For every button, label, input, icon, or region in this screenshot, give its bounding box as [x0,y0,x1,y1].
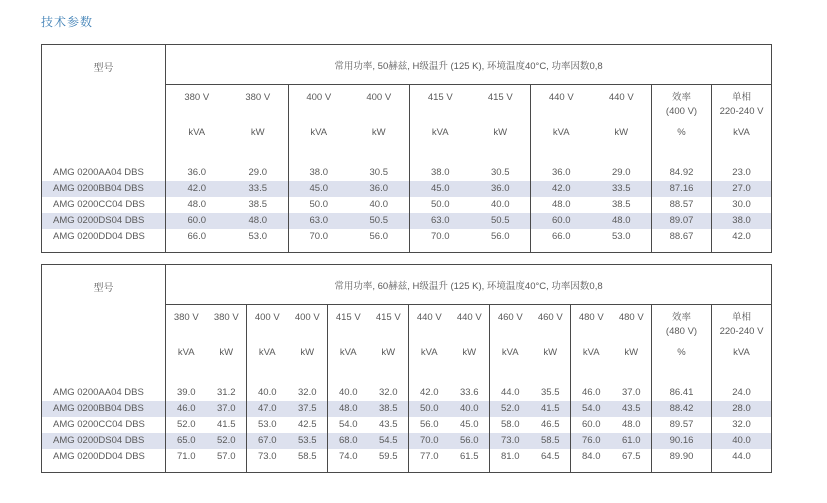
table-cell: 31.2 [207,385,247,401]
table-cell: 43.5 [369,417,409,433]
table-cell: 42.0 [420,387,439,398]
table-row [42,385,772,401]
table-cell: 84.92 [652,165,712,181]
table-cell: 63.0 [289,213,349,229]
table-cell: 48.0 [328,401,369,417]
table-cell: 42.0 [732,231,751,242]
table-cell: 58.0 [501,419,520,430]
table-cell: 40.0 [471,197,531,213]
table-cell: 56.0 [420,419,439,430]
table-cell: 46.5 [531,417,571,433]
table-cell: 24.0 [732,387,751,398]
voltage-header: 440 V [416,312,442,323]
unit-label: kVA [188,127,206,138]
table-cell: 38.5 [592,197,652,213]
table-cell: 36.0 [349,181,410,197]
efficiency-label: 效率 [671,312,691,323]
table-cell: 38.5 [369,401,409,417]
table-cell: 76.0 [571,433,612,449]
table-cell: 46.0 [166,401,207,417]
table-cell: 90.16 [652,433,712,449]
table-cell: 48.0 [552,199,571,210]
voltage-header: 380 V [207,305,247,340]
voltage-header: 380 V [173,312,199,323]
table-cell: 40.0 [339,387,358,398]
table-cell: 37.0 [207,401,247,417]
table-cell: 38.5 [228,197,289,213]
unit-label: kW [612,339,652,385]
single-phase-label: 单相 [732,92,752,103]
table-cell: 41.5 [531,401,571,417]
single-phase-header [712,85,772,120]
table-cell: 54.0 [571,401,612,417]
table-cell: 61.0 [612,433,652,449]
table-row [42,449,772,465]
table-cell: 87.16 [652,181,712,197]
table-cell: 73.0 [258,451,277,462]
table-cell: 40.0 [349,197,410,213]
voltage-header: 380 V [184,92,210,103]
table-cell: 40.0 [450,401,490,417]
unit-label: kVA [177,347,195,358]
unit-label: % [652,119,712,165]
table-cell: 38.0 [431,167,450,178]
table-cell: 70.0 [309,231,328,242]
table-cell: 32.0 [732,419,751,430]
table-cell: 36.0 [471,181,531,197]
table-cell: 30.0 [732,199,751,210]
efficiency-label: 效率 [671,92,691,103]
table-cell: 84.0 [582,451,601,462]
model-name: AMG 0200BB04 DBS [42,181,166,197]
efficiency-voltage: (480 V) [665,326,698,337]
table-row [42,433,772,449]
voltage-header: 400 V [306,92,332,103]
table-cell: 70.0 [409,433,450,449]
table-cell: 38.0 [309,167,328,178]
voltage-header: 440 V [450,305,490,340]
table-cell: 32.0 [288,385,328,401]
table-cell: 60.0 [531,213,592,229]
table-cell: 33.5 [228,181,289,197]
table-cell: 77.0 [420,451,439,462]
efficiency-header [652,305,712,340]
table-cell: 48.0 [228,213,289,229]
table-cell: 30.5 [349,165,410,181]
table-cell: 41.5 [207,417,247,433]
efficiency-voltage: (400 V) [665,106,698,117]
table-cell: 36.0 [552,167,571,178]
unit-label: kVA [552,127,570,138]
table-row [42,417,772,433]
table-cell: 42.5 [288,417,328,433]
unit-label: kVA [501,347,519,358]
model-name: AMG 0200CC04 DBS [42,197,166,213]
table-bottom-spacer [42,245,772,252]
table-cell: 43.5 [612,401,652,417]
table-cell: 81.0 [501,451,520,462]
table-cell: 50.0 [309,199,328,210]
condition-header: 常用功率, 50赫兹, H级温升 (125 K), 环境温度40°C, 功率因数0,8 [166,45,772,85]
voltage-header: 480 V [612,305,652,340]
model-name: AMG 0200CC04 DBS [42,417,166,433]
table-row [42,165,772,181]
table-cell: 89.90 [652,449,712,465]
table-cell: 60.0 [166,213,228,229]
unit-label: kVA [258,347,276,358]
table-cell: 47.0 [247,401,288,417]
table-cell: 65.0 [166,433,207,449]
model-name: AMG 0200DS04 DBS [42,213,166,229]
table-cell: 45.0 [450,417,490,433]
voltage-header: 400 V [254,312,280,323]
table-cell: 54.0 [339,419,358,430]
voltage-header: 460 V [531,305,571,340]
voltage-header: 400 V [349,85,410,120]
unit-label: kW [369,339,409,385]
table-bottom-spacer [42,465,772,472]
voltage-header: 415 V [427,92,453,103]
table-cell: 29.0 [592,165,652,181]
unit-label: kW [450,339,490,385]
table-cell: 56.0 [349,229,410,245]
single-phase-label: 单相 [731,312,751,323]
voltage-header: 400 V [288,305,328,340]
model-name: AMG 0200DD04 DBS [42,229,166,245]
unit-label: kW [531,339,571,385]
table-cell: 57.0 [207,449,247,465]
table-row [42,213,772,229]
table-cell: 44.0 [732,451,751,462]
single-phase-voltage: 220-240 V [719,106,764,117]
table-cell: 88.42 [652,401,712,417]
unit-label: kVA [420,347,438,358]
table-cell: 89.57 [652,417,712,433]
table-cell: 38.0 [712,213,772,229]
unit-label: kVA [733,347,750,358]
table-cell: 54.5 [369,433,409,449]
table-cell: 53.0 [592,229,652,245]
unit-label: kVA [431,127,449,138]
table-cell: 33.5 [592,181,652,197]
model-name: AMG 0200DD04 DBS [42,449,166,465]
table-cell: 23.0 [732,167,751,178]
model-name: AMG 0200BB04 DBS [42,401,166,417]
table-cell: 52.0 [490,401,531,417]
voltage-header: 415 V [369,305,409,340]
table-cell: 56.0 [450,433,490,449]
table-row [42,197,772,213]
table-cell: 45.0 [289,181,349,197]
table-cell: 66.0 [187,231,206,242]
table-cell: 48.0 [592,213,652,229]
voltage-header: 480 V [578,312,604,323]
table-cell: 53.5 [288,433,328,449]
table-cell: 52.0 [207,433,247,449]
table-cell: 61.5 [450,449,490,465]
table-cell: 28.0 [712,401,772,417]
table-cell: 66.0 [552,231,571,242]
table-cell: 60.0 [582,419,601,430]
table-cell: 64.5 [531,449,571,465]
table-cell: 88.57 [652,197,712,213]
unit-label: kVA [339,347,357,358]
voltage-header: 440 V [548,92,574,103]
table-cell: 88.67 [652,229,712,245]
unit-label: kW [349,119,410,165]
model-name: AMG 0200AA04 DBS [42,165,166,181]
model-header: 型号 [42,45,166,166]
table-cell: 56.0 [471,229,531,245]
table-cell: 71.0 [177,451,196,462]
table-cell: 63.0 [410,213,471,229]
table-cell: 68.0 [328,433,369,449]
table-cell: 52.0 [177,419,196,430]
table-cell: 42.0 [531,181,592,197]
table-cell: 45.0 [410,181,471,197]
table-cell: 50.0 [409,401,450,417]
table-cell: 50.5 [471,213,531,229]
table-cell: 32.0 [369,385,409,401]
table-cell: 58.5 [531,433,571,449]
unit-label: kW [207,339,247,385]
voltage-header: 380 V [228,85,289,120]
table-cell: 36.0 [187,167,206,178]
table-cell: 50.5 [349,213,410,229]
unit-label: kVA [582,347,600,358]
single-phase-voltage: 220-240 V [719,326,764,337]
table-cell: 37.0 [612,385,652,401]
table-cell: 86.41 [652,385,712,401]
single-phase-header [712,305,772,340]
table-row [42,181,772,197]
table-cell: 67.0 [247,433,288,449]
model-header: 型号 [42,265,166,386]
unit-label: kW [228,119,289,165]
table-cell: 70.0 [431,231,450,242]
voltage-header: 440 V [592,85,652,120]
table-cell: 59.5 [369,449,409,465]
table-cell: 37.5 [288,401,328,417]
table-cell: 73.0 [490,433,531,449]
table-cell: 30.5 [471,165,531,181]
table-cell: 53.0 [228,229,289,245]
unit-label: kVA [310,127,328,138]
table-cell: 48.0 [612,417,652,433]
table-cell: 50.0 [431,199,450,210]
table-cell: 33.6 [450,385,490,401]
unit-label: % [652,339,712,385]
table-cell: 74.0 [339,451,358,462]
table-cell: 48.0 [187,199,206,210]
table-cell: 29.0 [228,165,289,181]
table-cell: 42.0 [166,181,228,197]
table-cell: 27.0 [712,181,772,197]
unit-label: kW [592,119,652,165]
voltage-header: 415 V [335,312,361,323]
unit-label: kW [288,339,328,385]
table-cell: 67.5 [612,449,652,465]
table-cell: 40.0 [712,433,772,449]
table-cell: 53.0 [258,419,277,430]
voltage-header: 415 V [471,85,531,120]
voltage-header: 460 V [497,312,523,323]
table-row [42,229,772,245]
table-row [42,401,772,417]
table-cell: 89.07 [652,213,712,229]
unit-label: kVA [733,127,750,138]
model-name: AMG 0200AA04 DBS [42,385,166,401]
table-cell: 40.0 [258,387,277,398]
unit-label: kW [471,119,531,165]
table-cell: 44.0 [501,387,520,398]
section-title: 技术参数 [41,15,94,29]
spec-table-50hz [41,44,772,253]
table-cell: 35.5 [531,385,571,401]
model-name: AMG 0200DS04 DBS [42,433,166,449]
table-cell: 58.5 [288,449,328,465]
condition-header: 常用功率, 60赫兹, H级温升 (125 K), 环境温度40°C, 功率因数0,8 [166,265,772,305]
spec-table-60hz [41,264,772,473]
table-cell: 46.0 [582,387,601,398]
table-cell: 39.0 [177,387,196,398]
efficiency-header [652,85,712,120]
